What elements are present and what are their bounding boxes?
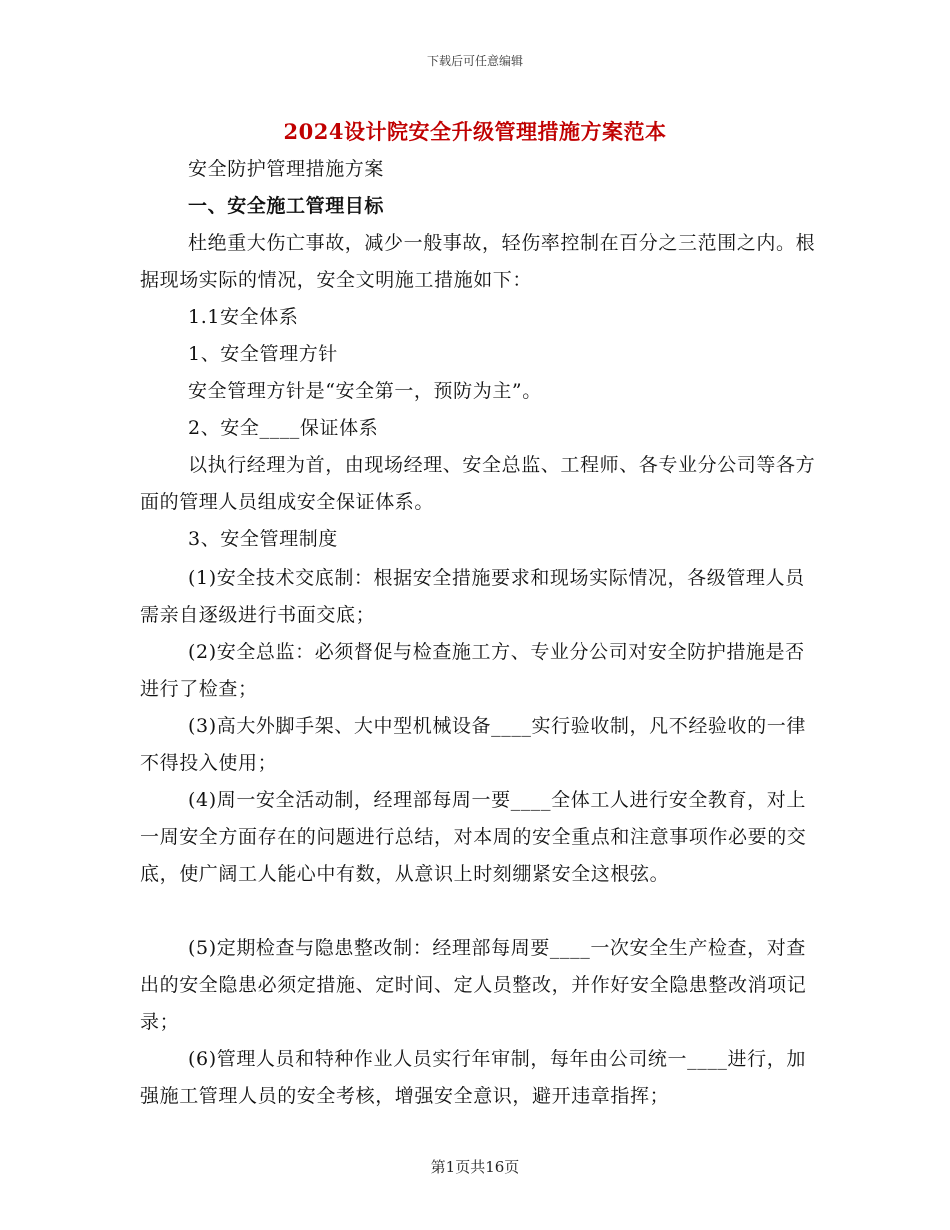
list-item: (2)安全总监：必须督促与检查施工方、专业分公司对安全防护措施是否进行了检查； (140, 641, 805, 700)
paragraph-guarantee-system: 以执行经理为首，由现场经理、安全总监、工程师、各专业分公司等各方面的管理人员组成安全保证体系。 (140, 454, 816, 513)
heading-policy: 1、安全管理方针 (188, 343, 338, 365)
list-item: (3)高大外脚手架、大中型机械设备____实行验收制，凡不经验收的一律不得投入使用； (140, 715, 806, 774)
list-item: (4)周一安全活动制，经理部每周一要____全体工人进行安全教育，对上一周安全方面存在的问题进行总结，对本周的安全重点和注意事项作必要的交底，使广阔工人能心中有数，从意识上时刻绷紧安全这根弦。 (140, 789, 807, 885)
paragraph-goal: 杜绝重大伤亡事故，减少一般事故，轻伤率控制在百分之三范围之内。根据现场实际的情况，安全文明施工措施如下： (140, 232, 816, 291)
section-heading: 一、安全施工管理目标 (188, 195, 385, 217)
document-title: 2024设计院安全升级管理措施方案范本 (283, 119, 667, 144)
heading-management-rules: 3、安全管理制度 (188, 528, 338, 550)
header-note: 下载后可任意编辑 (426, 54, 523, 68)
subtitle: 安全防护管理措施方案 (188, 158, 385, 180)
list-item: (6)管理人员和特种作业人员实行年审制，每年由公司统一____进行，加强施工管理人员的安全考核，增强安全意识，避开违章指挥； (140, 1048, 806, 1107)
paragraph-policy: 安全管理方针是“安全第一，预防为主”。 (188, 380, 542, 402)
page-number: 第1页共16页 (430, 1158, 520, 1176)
heading-guarantee-system: 2、安全____保证体系 (188, 417, 379, 439)
list-item: (1)安全技术交底制：根据安全措施要求和现场实际情况，各级管理人员需亲自逐级进行书面交底； (140, 567, 805, 626)
list-item: (5)定期检查与隐患整改制：经理部每周要____一次安全生产检查，对查出的安全隐患必须定措施、定时间、定人员整改，并作好安全隐患整改消项记录； (140, 937, 807, 1033)
subsection-heading: 1.1安全体系 (188, 306, 299, 328)
